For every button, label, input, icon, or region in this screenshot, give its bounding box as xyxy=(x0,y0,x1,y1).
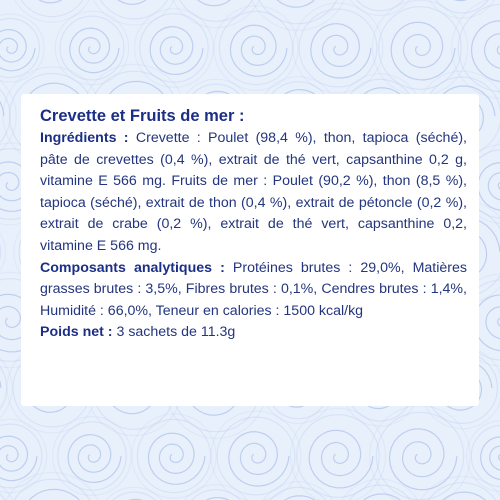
swirl-ring xyxy=(248,0,349,30)
swirl-ring xyxy=(471,425,500,486)
net-weight-paragraph xyxy=(40,322,467,344)
swirl-shape xyxy=(150,27,203,75)
swirl-shape xyxy=(26,0,83,3)
analytical-components-label: Composants analytiques : xyxy=(40,259,225,276)
swirl-shape xyxy=(187,0,251,6)
analytical-components-text: Protéines brutes : 29,0%, Matières grasses brutes : 3,5%, Fibres brutes : 0,1%, Cendres brutes : 1,4%, Humidité : 66,0%, Teneur en calories : 1500 kcal/kg xyxy=(40,259,467,319)
swirl-ring xyxy=(261,487,334,500)
ingredients-card xyxy=(21,94,479,406)
ingredients-paragraph xyxy=(40,128,467,258)
analytical-components-paragraph xyxy=(40,258,467,323)
swirl-ring xyxy=(458,4,500,91)
swirl-ring xyxy=(293,3,383,93)
swirl-shape xyxy=(229,432,289,486)
swirl-shape xyxy=(0,30,35,71)
ingredients-label: Ingrédients : xyxy=(40,130,129,146)
swirl-shape xyxy=(390,429,458,490)
swirl-shape xyxy=(230,25,287,76)
card-title: Crevette et Fruits de mer : xyxy=(40,107,245,125)
swirl-shape xyxy=(472,21,500,82)
net-weight-label: Poids net : xyxy=(40,324,113,341)
swirl-shape xyxy=(478,163,500,211)
swirl-shape xyxy=(21,489,90,500)
swirl-ring xyxy=(102,492,166,500)
swirl-ring xyxy=(349,0,410,11)
swirl-ring xyxy=(372,0,467,95)
swirl-shape xyxy=(148,433,205,484)
swirl-shape xyxy=(311,24,371,78)
swirl-ring xyxy=(53,417,132,496)
swirl-ring xyxy=(211,411,301,500)
swirl-ring xyxy=(335,479,425,500)
net-weight-text: 3 sachets de 11.3g xyxy=(116,324,236,341)
swirl-shape xyxy=(268,0,336,7)
swirl-shape xyxy=(272,496,329,500)
swirl-shape xyxy=(68,435,121,483)
swirl-shape xyxy=(481,437,500,480)
swirl-shape xyxy=(439,0,490,1)
swirl-shape xyxy=(391,22,455,80)
ingredients-text: Crevette : Poulet (98,4 %), thon, tapioca (séché), pâte de crevettes (0,4 %), extrait de thé vert, capsanthine 0,2 g, vitamine E 566 mg. Fruits de mer : Poulet (90,2 %), thon (8,5 %), tapioca (séché), extrait de thon (0,4 %), extrait de pétoncle (0,2 %), extrait de crabe (0,2 %), extrait de thé vert, capsanthine 0,2, vitamine E 566 mg. xyxy=(40,130,467,254)
swirl-shape xyxy=(70,28,119,73)
swirl-shape xyxy=(107,0,167,4)
swirl-ring xyxy=(132,414,216,498)
swirl-ring xyxy=(0,472,103,500)
swirl-shape xyxy=(309,430,373,488)
swirl-ring xyxy=(214,6,298,90)
swirl-ring xyxy=(135,9,214,88)
swirl-shape xyxy=(0,436,37,481)
